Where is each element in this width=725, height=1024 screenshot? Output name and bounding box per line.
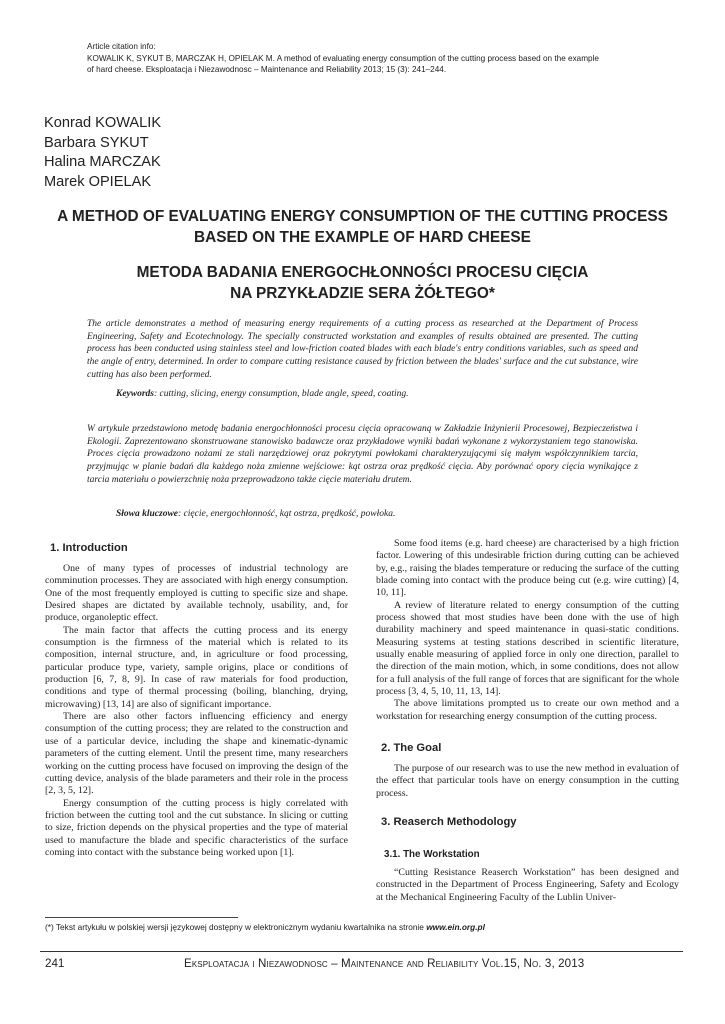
paragraph: The main factor that affects the cutting process and its energy consumption is the firmness of the material which is related to its composition, internal structure, and, in agriculture or food processing, particular produce type, variety, sample origins, place or conditions of production [6, 7, 8, 9]. In case of raw materials for food production, conditions and type of thermal processing (boiling, blanching, drying, microwaving) [13, 14] are also of significant importance. <box>45 624 348 710</box>
footnote-text: (*) Tekst artykułu w polskiej wersji językowej dostępny w elektronicznym wydaniu kwartalnika na stronie <box>45 922 427 932</box>
keywords-text: : cięcie, energochłonność, kąt ostrza, prędkość, powłoka. <box>178 509 396 519</box>
article-citation <box>87 41 657 76</box>
author-name: Marek OPIELAK <box>44 173 152 190</box>
title-english <box>24 206 701 248</box>
abstract-polish: W artykule przedstawiono metodę badania energochłonności procesu cięcia opracowaną w Zakładzie Inżynierii Procesowej, Bezpieczeństwa i Ekologii. Zaprezentowano skonstruowane stanowisko badawcze oraz przykładowe wyniki badań wykonane z wykorzystaniem tego stanowiska. Proces cięcia prowadzono nożami ze stali narzędziowej oraz pokrytymi powłokami charakteryzującymi się małym współczynnikiem tarcia, przyjmując w planie badań dla każdego noża zmienne wejściowe: kąt ostrza oraz prędkość cięcia. Aby porównać opory cięcia wynikające z tarcia materiału o powierzchnię noża przeprowadzono także cięcie materiału drutem. <box>87 424 638 485</box>
page-number: 241 <box>45 957 65 970</box>
citation-line-1: KOWALIK K, SYKUT B, MARCZAK H, OPIELAK M. A method of evaluating energy consumption of the cutting process based on the example <box>87 53 599 63</box>
title-english-line-2: BASED ON THE EXAMPLE OF HARD CHEESE <box>194 229 531 246</box>
left-column-text <box>45 563 348 859</box>
footnote <box>45 922 485 932</box>
section-heading-goal: 2. The Goal <box>381 742 442 754</box>
citation-label: Article citation info: <box>87 42 156 51</box>
paragraph: A review of literature related to energy consumption of the cutting process showed that most studies have been done with the use of high durability machinery and speed maintenance in quasi-static conditions. Measuring systems at testing stations described in scientific literature, usually enable measuring of applied force in only one direction, parallel to the direction of the main motion, which, in some conditions, does not allow for a full analysis of the full range of forces that are significant for the whole process [3, 4, 5, 10, 11, 13, 14]. <box>376 599 679 698</box>
paragraph: The purpose of our research was to use the new method in evaluation of the effect that particular tools have on energy consumption in the cutting process. <box>376 763 679 799</box>
abstract-english: The article demonstrates a method of measuring energy requirements of a cutting process as researched at the Department of Process Engineering, Safety and Ecotechnology. The specially constructed workstation and examples of results obtained are presented. The cutting process has been conducted using stainless steel and low-friction coated blades with each blade's entry conditions variables, such as speed and the angle of entry, determined. In order to compare cutting resistance caused by friction between the blades' surface and the cut substance, wire cutting has also been performed. <box>87 319 638 380</box>
author-list <box>44 114 161 192</box>
keywords-label: Keywords <box>116 389 154 399</box>
author-name: Barbara SYKUT <box>44 134 149 151</box>
section-heading-methodology: 3. Reaserch Methodology <box>381 816 517 828</box>
keywords-polish <box>116 508 395 521</box>
keywords-text: : cutting, slicing, energy consumption, blade angle, speed, coating. <box>154 389 409 399</box>
goal-text <box>376 763 679 800</box>
author-name: Konrad KOWALIK <box>44 115 162 131</box>
paragraph: Energy consumption of the cutting process is higly correlated with friction between the cutting tool and the cut substance. In slicing or cutting to size, friction depends on the physical properties and the type of material used to manufacture the blade and specific characteristics of the surface coming into contact with the substance being worked upon [1]. <box>45 797 348 858</box>
footer-divider <box>40 951 683 952</box>
author-name: Halina MARCZAK <box>44 154 161 171</box>
title-polish <box>24 262 701 304</box>
workstation-text <box>376 867 679 904</box>
title-polish-line-1: METODA BADANIA ENERGOCHŁONNOŚCI PROCESU CIĘCIA <box>136 264 589 281</box>
section-heading-introduction: 1. Introduction <box>50 542 128 554</box>
paragraph: One of many types of processes of industrial technology are comminution processes. They are associated with high energy consumption. One of the most frequently employed is cutting to specific size and shape. Desired shapes are dictated by available technoly, usability, and, for produce, organoleptic effect. <box>45 563 348 624</box>
paragraph: Some food items (e.g. hard cheese) are characterised by a high friction factor. Lowering of this undesirable friction during cutting can be achieved by, e.g., raising the blades temperature or reducing the surface of the cutting blade coming into contact with the produce being cut (e.g. wire cutting) [4, 10, 11]. <box>376 538 679 599</box>
keywords-label: Słowa kluczowe <box>116 509 179 519</box>
paragraph: There are also other factors influencing efficiency and energy consumption of the cutting process; they are related to the construction and use of a particular device, including the shape and kinematic-dynamic parameters of the cutting element. Until the present time, many researchers working on the cutting process have focused on improving the design of the cutting device, analysis of the blade parameters and their role in the process [2, 3, 5, 12]. <box>45 711 348 797</box>
paragraph: “Cutting Resistance Reaserch Workstation” has been designed and constructed in the Department of Process Engineering, Safety and Ecology at the Mechanical Engineering Faculty of the Lublin Univer- <box>376 867 679 903</box>
journal-running-footer: Eksploatacja i Niezawodnosc – Maintenance and Reliability Vol.15, No. 3, 2013 <box>184 957 585 970</box>
title-polish-line-2: NA PRZYKŁADZIE SERA ŻÓŁTEGO* <box>230 285 495 302</box>
keywords-english <box>116 388 409 401</box>
citation-line-2: of hard cheese. Eksploatacja i Niezawodnosc – Maintenance and Reliability 2013; 15 (3): 241–244. <box>87 65 447 75</box>
subsection-heading-workstation: 3.1. The Workstation <box>384 849 480 860</box>
footnote-divider <box>45 917 238 918</box>
title-english-line-1: A METHOD OF EVALUATING ENERGY CONSUMPTION OF THE CUTTING PROCESS <box>57 208 668 225</box>
right-column-text <box>376 538 679 723</box>
footnote-link[interactable]: www.ein.org.pl <box>426 922 485 932</box>
paragraph: The above limitations prompted us to create our own method and a workstation for researching energy consumption of the cutting process. <box>376 698 679 722</box>
